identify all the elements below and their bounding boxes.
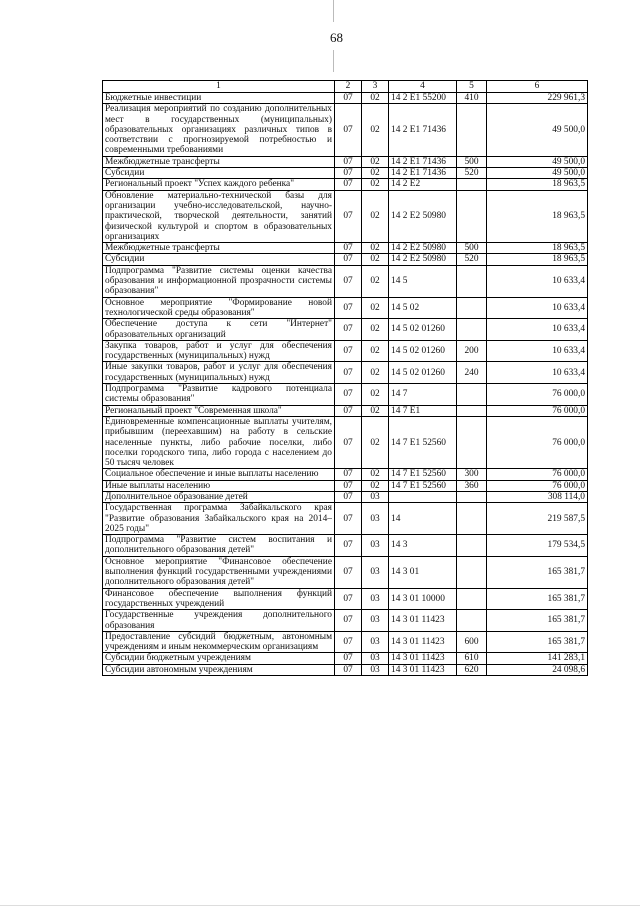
row-amount-cell: 18 963,5	[487, 243, 588, 254]
row-name-cell: Межбюджетные трансферты	[103, 156, 335, 167]
table-row	[103, 664, 588, 675]
row-subsection-cell: 02	[362, 480, 389, 491]
row-expense-type-cell: 410	[457, 93, 487, 104]
row-section-cell: 07	[335, 179, 362, 190]
row-section-cell: 07	[335, 535, 362, 557]
row-section-cell: 07	[335, 254, 362, 265]
row-subsection-cell: 02	[362, 168, 389, 179]
row-amount-cell: 18 963,5	[487, 254, 588, 265]
table-row	[103, 480, 588, 491]
row-target-code-cell: 14 2 Е2 50980	[389, 254, 457, 265]
header-row	[103, 81, 588, 93]
row-target-code-cell: 14 2 Е1 55200	[389, 93, 457, 104]
header-cell-2: 2	[335, 81, 362, 93]
row-expense-type-cell	[457, 319, 487, 341]
table-row	[103, 104, 588, 156]
table-row	[103, 503, 588, 535]
row-subsection-cell: 02	[362, 416, 389, 468]
row-section-cell: 07	[335, 664, 362, 675]
row-expense-type-cell: 300	[457, 469, 487, 480]
row-name-cell: Государственная программа Забайкальского края "Развитие образования Забайкальского края на 2014–2025 годы"	[103, 503, 335, 535]
row-expense-type-cell	[457, 190, 487, 242]
row-subsection-cell: 03	[362, 503, 389, 535]
row-name-cell: Подпрограмма "Развитие систем воспитания и дополнительного образования детей"	[103, 535, 335, 557]
row-amount-cell: 18 963,5	[487, 190, 588, 242]
row-section-cell: 07	[335, 610, 362, 632]
row-name-cell: Закупка товаров, работ и услуг для обеспечения государственных (муниципальных) нужд	[103, 340, 335, 362]
row-target-code-cell: 14 7 Е1 52560	[389, 480, 457, 491]
row-amount-cell: 10 633,4	[487, 340, 588, 362]
row-amount-cell: 219 587,5	[487, 503, 588, 535]
row-name-cell: Основное мероприятие "Формирование новой технологической среды образования"	[103, 297, 335, 319]
row-section-cell: 07	[335, 384, 362, 406]
table-row	[103, 179, 588, 190]
row-amount-cell: 10 633,4	[487, 319, 588, 341]
row-section-cell: 07	[335, 297, 362, 319]
row-name-cell: Реализация мероприятий по созданию дополнительных мест в государственных (муниципальных) образовательных организациях различных типов в соответствии с прогнозируемой потребностью и современными требованиями	[103, 104, 335, 156]
table-row	[103, 491, 588, 502]
row-amount-cell: 165 381,7	[487, 588, 588, 610]
row-target-code-cell: 14 2 Е2 50980	[389, 190, 457, 242]
row-target-code-cell: 14 7	[389, 384, 457, 406]
row-amount-cell: 10 633,4	[487, 265, 588, 297]
row-expense-type-cell	[457, 297, 487, 319]
row-expense-type-cell: 500	[457, 156, 487, 167]
row-target-code-cell: 14 3 01 11423	[389, 664, 457, 675]
row-name-cell: Региональный проект "Успех каждого ребенка"	[103, 179, 335, 190]
row-section-cell: 07	[335, 588, 362, 610]
row-expense-type-cell: 600	[457, 631, 487, 653]
row-subsection-cell: 02	[362, 190, 389, 242]
row-target-code-cell: 14 3	[389, 535, 457, 557]
row-target-code-cell: 14 7 Е1 52560	[389, 416, 457, 468]
row-name-cell: Субсидии	[103, 254, 335, 265]
row-subsection-cell: 02	[362, 319, 389, 341]
row-subsection-cell: 03	[362, 664, 389, 675]
row-amount-cell: 76 000,0	[487, 384, 588, 406]
table-row	[103, 319, 588, 341]
row-section-cell: 07	[335, 156, 362, 167]
row-amount-cell: 49 500,0	[487, 156, 588, 167]
row-amount-cell: 76 000,0	[487, 416, 588, 468]
row-expense-type-cell	[457, 416, 487, 468]
table-row	[103, 416, 588, 468]
row-amount-cell: 308 114,0	[487, 491, 588, 502]
row-subsection-cell: 03	[362, 556, 389, 588]
row-target-code-cell: 14 5	[389, 265, 457, 297]
row-name-cell: Финансовое обеспечение выполнения функций государственных учреждений	[103, 588, 335, 610]
table-row	[103, 156, 588, 167]
row-subsection-cell: 02	[362, 93, 389, 104]
row-target-code-cell	[389, 491, 457, 502]
row-target-code-cell: 14 2 Е2	[389, 179, 457, 190]
row-section-cell: 07	[335, 168, 362, 179]
table-row	[103, 653, 588, 664]
row-name-cell: Подпрограмма "Развитие кадрового потенциала системы образования"	[103, 384, 335, 406]
row-name-cell: Иные закупки товаров, работ и услуг для обеспечения государственных (муниципальных) нужд	[103, 362, 335, 384]
row-expense-type-cell	[457, 405, 487, 416]
row-subsection-cell: 02	[362, 362, 389, 384]
header-cell-5: 5	[457, 81, 487, 93]
table-row	[103, 535, 588, 557]
row-section-cell: 07	[335, 93, 362, 104]
margin-mark-lower	[333, 50, 334, 72]
table-row	[103, 254, 588, 265]
row-name-cell: Дополнительное образование детей	[103, 491, 335, 502]
row-amount-cell: 49 500,0	[487, 104, 588, 156]
row-name-cell: Обеспечение доступа к сети "Интернет" образовательных организаций	[103, 319, 335, 341]
row-name-cell: Субсидии	[103, 168, 335, 179]
page-number: 68	[330, 30, 343, 45]
row-section-cell: 07	[335, 416, 362, 468]
row-subsection-cell: 03	[362, 610, 389, 632]
row-expense-type-cell: 610	[457, 653, 487, 664]
table-row	[103, 405, 588, 416]
row-name-cell: Государственные учреждения дополнительного образования	[103, 610, 335, 632]
row-name-cell: Единовременные компенсационные выплаты учителям, прибывшим (переехавшим) на работу в сельские населенные пункты, либо рабочие поселки, либо поселки городского типа, либо города с населением до 50 тысяч человек	[103, 416, 335, 468]
row-expense-type-cell	[457, 104, 487, 156]
table-row	[103, 340, 588, 362]
row-expense-type-cell	[457, 179, 487, 190]
table-row	[103, 362, 588, 384]
row-expense-type-cell	[457, 610, 487, 632]
row-name-cell: Иные выплаты населению	[103, 480, 335, 491]
table-row	[103, 190, 588, 242]
row-subsection-cell: 02	[362, 254, 389, 265]
row-section-cell: 07	[335, 653, 362, 664]
row-amount-cell: 76 000,0	[487, 405, 588, 416]
table-row	[103, 631, 588, 653]
budget-table	[102, 80, 588, 676]
row-expense-type-cell	[457, 535, 487, 557]
row-target-code-cell: 14 5 02 01260	[389, 319, 457, 341]
row-expense-type-cell	[457, 556, 487, 588]
row-target-code-cell: 14 7 Е1 52560	[389, 469, 457, 480]
row-expense-type-cell	[457, 384, 487, 406]
table-body	[103, 93, 588, 676]
row-name-cell: Субсидии бюджетным учреждениям	[103, 653, 335, 664]
row-section-cell: 07	[335, 631, 362, 653]
row-target-code-cell: 14	[389, 503, 457, 535]
row-target-code-cell: 14 3 01 11423	[389, 631, 457, 653]
row-expense-type-cell: 520	[457, 168, 487, 179]
row-section-cell: 07	[335, 190, 362, 242]
row-target-code-cell: 14 7 Е1	[389, 405, 457, 416]
row-subsection-cell: 03	[362, 491, 389, 502]
row-expense-type-cell: 500	[457, 243, 487, 254]
row-section-cell: 07	[335, 480, 362, 491]
row-expense-type-cell: 360	[457, 480, 487, 491]
row-name-cell: Субсидии автономным учреждениям	[103, 664, 335, 675]
row-target-code-cell: 14 2 Е2 50980	[389, 243, 457, 254]
row-section-cell: 07	[335, 362, 362, 384]
row-amount-cell: 165 381,7	[487, 631, 588, 653]
row-subsection-cell: 03	[362, 535, 389, 557]
row-subsection-cell: 03	[362, 588, 389, 610]
row-section-cell: 07	[335, 265, 362, 297]
header-cell-4: 4	[389, 81, 457, 93]
header-cell-6: 6	[487, 81, 588, 93]
row-section-cell: 07	[335, 340, 362, 362]
row-section-cell: 07	[335, 243, 362, 254]
row-amount-cell: 76 000,0	[487, 480, 588, 491]
row-target-code-cell: 14 2 Е1 71436	[389, 156, 457, 167]
row-amount-cell: 141 283,1	[487, 653, 588, 664]
row-subsection-cell: 02	[362, 297, 389, 319]
row-target-code-cell: 14 3 01 11423	[389, 653, 457, 664]
row-expense-type-cell	[457, 588, 487, 610]
row-section-cell: 07	[335, 503, 362, 535]
row-name-cell: Обновление материально-технической базы для организации учебно-исследовательской, научно-практической, творческой деятельности, занятий физической культурой и спортом в образовательных организациях	[103, 190, 335, 242]
margin-mark-top	[333, 0, 334, 22]
row-section-cell: 07	[335, 405, 362, 416]
row-name-cell: Бюджетные инвестиции	[103, 93, 335, 104]
row-subsection-cell: 02	[362, 156, 389, 167]
header-cell-3: 3	[362, 81, 389, 93]
row-target-code-cell: 14 5 02 01260	[389, 340, 457, 362]
row-name-cell: Подпрограмма "Развитие системы оценки качества образования и информационной прозрачности системы образования"	[103, 265, 335, 297]
row-expense-type-cell	[457, 491, 487, 502]
row-section-cell: 07	[335, 319, 362, 341]
row-expense-type-cell: 240	[457, 362, 487, 384]
row-subsection-cell: 02	[362, 340, 389, 362]
row-amount-cell: 10 633,4	[487, 297, 588, 319]
table-row	[103, 384, 588, 406]
row-name-cell: Социальное обеспечение и иные выплаты населению	[103, 469, 335, 480]
table-row	[103, 588, 588, 610]
table-row	[103, 297, 588, 319]
row-amount-cell: 229 961,3	[487, 93, 588, 104]
row-target-code-cell: 14 3 01 10000	[389, 588, 457, 610]
row-amount-cell: 179 534,5	[487, 535, 588, 557]
row-section-cell: 07	[335, 491, 362, 502]
page-bottom-edge	[0, 905, 640, 906]
row-section-cell: 07	[335, 104, 362, 156]
row-subsection-cell: 02	[362, 243, 389, 254]
row-expense-type-cell: 200	[457, 340, 487, 362]
table-row	[103, 610, 588, 632]
table-row	[103, 93, 588, 104]
row-subsection-cell: 02	[362, 104, 389, 156]
row-subsection-cell: 02	[362, 384, 389, 406]
row-section-cell: 07	[335, 556, 362, 588]
row-target-code-cell: 14 5 02 01260	[389, 362, 457, 384]
row-amount-cell: 165 381,7	[487, 610, 588, 632]
row-amount-cell: 165 381,7	[487, 556, 588, 588]
row-target-code-cell: 14 5 02	[389, 297, 457, 319]
row-subsection-cell: 02	[362, 405, 389, 416]
table-row	[103, 469, 588, 480]
table-row	[103, 168, 588, 179]
row-target-code-cell: 14 2 Е1 71436	[389, 104, 457, 156]
row-subsection-cell: 03	[362, 653, 389, 664]
row-expense-type-cell	[457, 265, 487, 297]
row-subsection-cell: 02	[362, 469, 389, 480]
row-subsection-cell: 02	[362, 265, 389, 297]
row-target-code-cell: 14 3 01	[389, 556, 457, 588]
row-amount-cell: 18 963,5	[487, 179, 588, 190]
row-name-cell: Основное мероприятие "Финансовое обеспечение выполнения функций государственными учреждениями дополнительного образования детей"	[103, 556, 335, 588]
row-amount-cell: 24 098,6	[487, 664, 588, 675]
row-expense-type-cell	[457, 503, 487, 535]
row-name-cell: Межбюджетные трансферты	[103, 243, 335, 254]
row-amount-cell: 49 500,0	[487, 168, 588, 179]
header-cell-1: 1	[103, 81, 335, 93]
row-section-cell: 07	[335, 469, 362, 480]
table-row	[103, 265, 588, 297]
row-subsection-cell: 02	[362, 179, 389, 190]
row-amount-cell: 76 000,0	[487, 469, 588, 480]
row-expense-type-cell: 620	[457, 664, 487, 675]
row-subsection-cell: 03	[362, 631, 389, 653]
row-name-cell: Предоставление субсидий бюджетным, автономным учреждениям и иным некоммерческим организациям	[103, 631, 335, 653]
row-target-code-cell: 14 3 01 11423	[389, 610, 457, 632]
table-row	[103, 243, 588, 254]
row-target-code-cell: 14 2 Е1 71436	[389, 168, 457, 179]
row-expense-type-cell: 520	[457, 254, 487, 265]
row-amount-cell: 10 633,4	[487, 362, 588, 384]
table-row	[103, 556, 588, 588]
row-name-cell: Региональный проект "Современная школа"	[103, 405, 335, 416]
